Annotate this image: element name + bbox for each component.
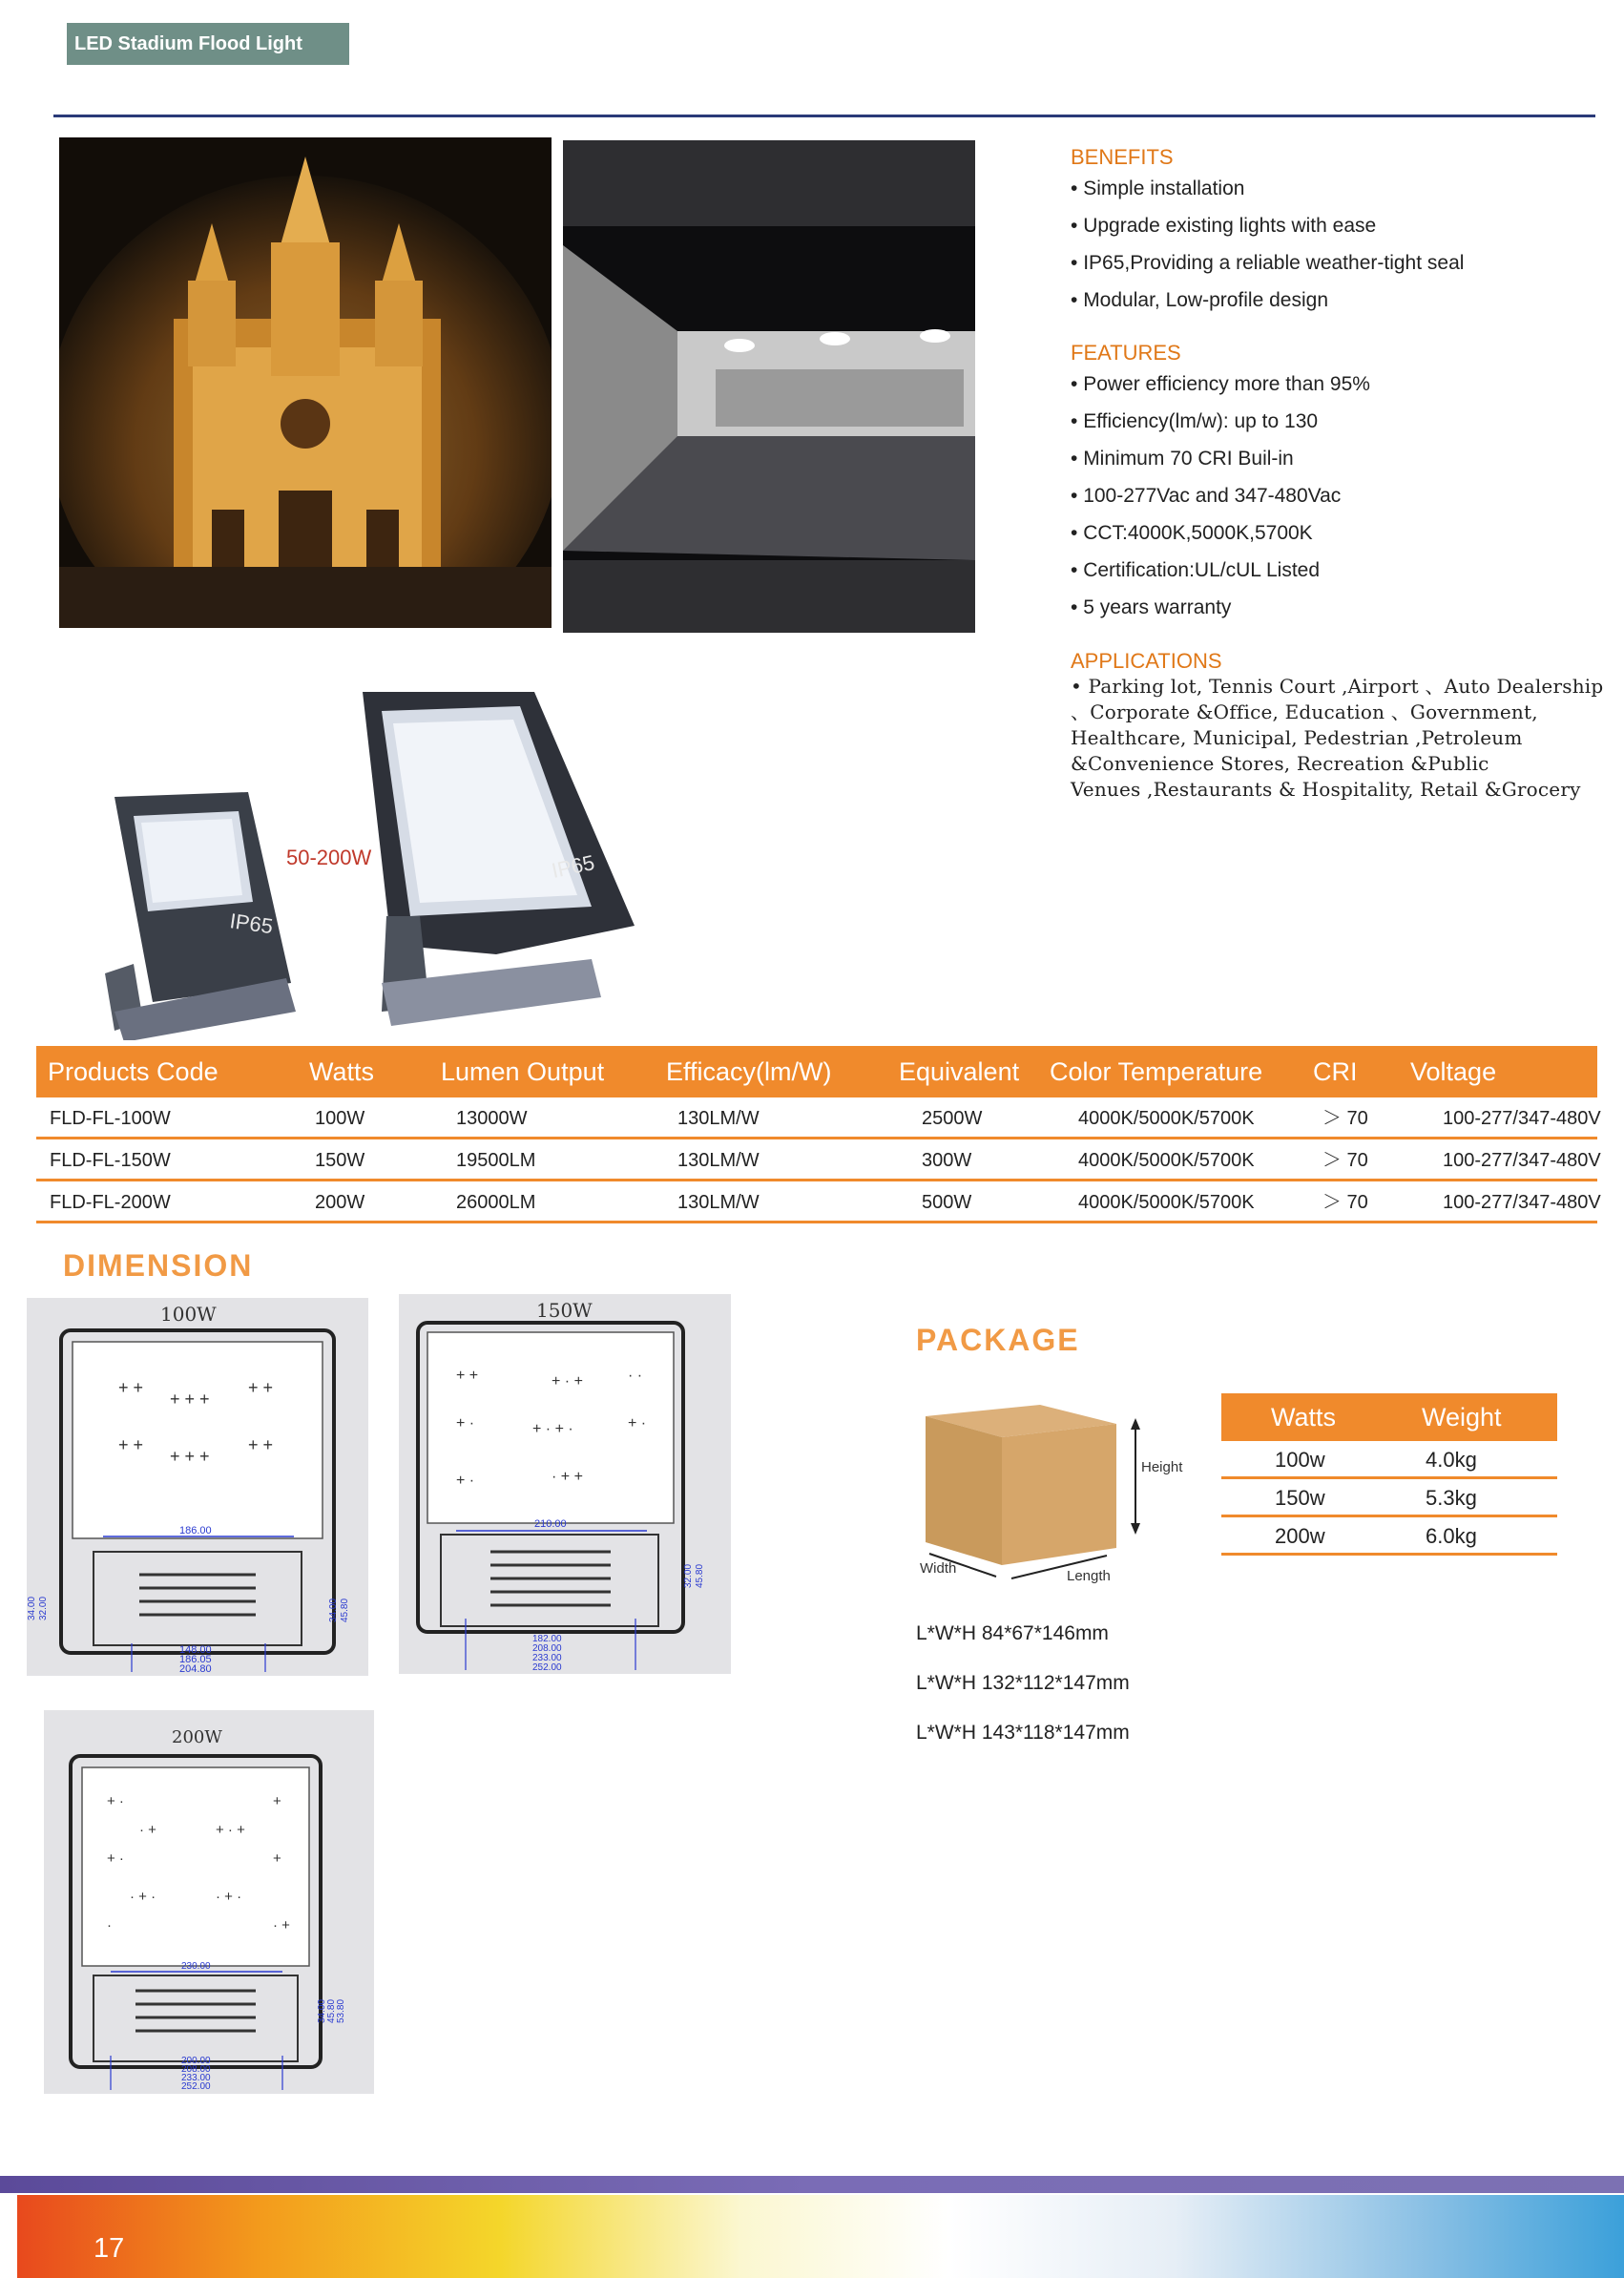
benefits-list	[1071, 170, 1464, 319]
dimension-value: 233.00	[181, 2073, 211, 2083]
cell-equivalent: 500W	[922, 1192, 972, 1213]
header-watts: Watts	[309, 1057, 375, 1086]
box-length-label: Length	[1067, 1568, 1111, 1584]
feature-item: • 100-277Vac and 347-480Vac	[1071, 477, 1370, 514]
applications-line: &Convenience Stores, Recreation &Public	[1071, 752, 1489, 775]
table-row	[1221, 1517, 1557, 1556]
cell-color-temperature: 4000K/5000K/5700K	[1078, 1192, 1255, 1213]
package-dimension-line: L*W*H 132*112*147mm	[916, 1672, 1130, 1694]
features-section	[1071, 341, 1370, 626]
cell-lumen-output: 19500LM	[456, 1150, 536, 1171]
dimension-value: 45.80	[326, 1998, 337, 2023]
table-row	[1221, 1441, 1557, 1479]
applications-line: Venues ,Restaurants & Hospitality, Retail &Grocery	[1071, 778, 1581, 801]
feature-item: • Efficiency(lm/w): up to 130	[1071, 403, 1370, 440]
header-efficacy: Efficacy(lm/W)	[666, 1057, 832, 1086]
cell-watts: 200w	[1275, 1524, 1325, 1548]
drawing-label: 100W	[160, 1303, 217, 1326]
cell-lumen-output: 13000W	[456, 1108, 528, 1129]
dimension-value: 34.00	[328, 1598, 339, 1622]
dimension-value: 233.00	[532, 1653, 562, 1663]
package-weight-table	[1221, 1393, 1557, 1556]
svg-text:+ ·: + ·	[107, 1850, 124, 1867]
cell-weight: 4.0kg	[1426, 1448, 1477, 1472]
cell-products-code: FLD-FL-200W	[50, 1192, 171, 1213]
dimension-value: 45.80	[695, 1563, 705, 1588]
header-voltage: Voltage	[1410, 1057, 1497, 1086]
cell-efficacy: 130LM/W	[677, 1192, 760, 1213]
warehouse-floodlight-photo	[563, 140, 975, 633]
small-fixture-ip-label: IP65	[228, 909, 275, 939]
cell-weight: 6.0kg	[1426, 1524, 1477, 1548]
features-list	[1071, 366, 1370, 626]
dimension-value: 208.00	[181, 2064, 211, 2075]
box-height-label: Height	[1141, 1459, 1183, 1475]
svg-text:+ + +: + + +	[170, 1390, 210, 1409]
svg-text:+ ·: + ·	[456, 1415, 475, 1432]
dimension-title: DIMENSION	[63, 1248, 254, 1283]
dimension-value: 252.00	[181, 2081, 211, 2092]
package-title: PACKAGE	[916, 1323, 1080, 1357]
header-watts: Watts	[1271, 1403, 1337, 1432]
box-width-label: Width	[920, 1560, 957, 1577]
cell-cri: ＞ 70	[1322, 1150, 1368, 1171]
cell-products-code: FLD-FL-100W	[50, 1108, 171, 1129]
package-dimensions-list	[916, 1619, 1130, 1767]
applications-line: Healthcare, Municipal, Pedestrian ,Petroleum	[1071, 726, 1523, 749]
svg-text:+ ·: + ·	[628, 1415, 647, 1432]
features-title: FEATURES	[1071, 341, 1181, 365]
svg-text:· +: · +	[139, 1822, 156, 1838]
svg-text:+: +	[273, 1850, 281, 1867]
applications-text	[1071, 674, 1605, 803]
dimension-value: 186.05	[179, 1654, 212, 1665]
benefit-item: • Upgrade existing lights with ease	[1071, 207, 1464, 244]
footer-gradient-band	[17, 2195, 1624, 2278]
feature-item: • CCT:4000K,5000K,5700K	[1071, 514, 1370, 552]
dimension-value: 34.00	[317, 1998, 327, 2023]
applications-line: • Parking lot, Tennis Court ,Airport 、Auto Dealership	[1071, 675, 1604, 698]
header-cri: CRI	[1313, 1057, 1358, 1086]
benefit-item: • IP65,Providing a reliable weather-tight seal	[1071, 244, 1464, 282]
page-number: 17	[94, 2233, 125, 2264]
header-products-code: Products Code	[48, 1057, 219, 1086]
benefits-title: BENEFITS	[1071, 145, 1174, 169]
feature-item: • Certification:UL/cUL Listed	[1071, 552, 1370, 589]
svg-text:+ ·: + ·	[107, 1793, 124, 1809]
header-weight: Weight	[1422, 1403, 1502, 1432]
cell-cri: ＞ 70	[1322, 1108, 1368, 1129]
dimension-value: 200.00	[181, 2056, 211, 2066]
dimension-drawing-200w	[44, 1710, 374, 2094]
cell-voltage: 100-277/347-480V	[1443, 1108, 1601, 1129]
dimension-value: 208.00	[532, 1643, 562, 1654]
applications-line: 、Corporate &Office, Education 、Government,	[1071, 700, 1538, 723]
svg-text:+ · +: + · +	[216, 1822, 245, 1838]
svg-text:· + +: · + +	[552, 1469, 583, 1485]
weight-table-header	[1221, 1393, 1557, 1441]
power-range-label: 50-200W	[286, 846, 372, 869]
svg-text:+ +: + +	[248, 1378, 274, 1397]
svg-text:+ +: + +	[118, 1435, 144, 1454]
feature-item: • 5 years warranty	[1071, 589, 1370, 626]
header-divider	[53, 115, 1595, 117]
svg-text:+ +: + +	[248, 1435, 274, 1454]
cell-watts: 150W	[315, 1150, 365, 1171]
cell-color-temperature: 4000K/5000K/5700K	[1078, 1150, 1255, 1171]
cell-watts: 100W	[315, 1108, 365, 1129]
dimension-value: 252.00	[532, 1662, 562, 1673]
applications-title: APPLICATIONS	[1071, 649, 1222, 673]
package-box-illustration	[916, 1395, 1202, 1586]
cell-efficacy: 130LM/W	[677, 1108, 760, 1129]
cell-cri: ＞ 70	[1322, 1192, 1368, 1213]
header-lumen-output: Lumen Output	[441, 1057, 605, 1086]
flood-light-product-image	[95, 678, 649, 1040]
svg-text:+: +	[273, 1793, 281, 1809]
svg-text:· ·: · ·	[628, 1368, 643, 1384]
dimension-value: 32.00	[38, 1596, 49, 1620]
cell-equivalent: 2500W	[922, 1108, 983, 1129]
cell-voltage: 100-277/347-480V	[1443, 1192, 1601, 1213]
table-row	[36, 1139, 1601, 1181]
dimension-value: 182.00	[532, 1634, 562, 1644]
dimension-value: 32.00	[683, 1563, 694, 1588]
feature-item: • Minimum 70 CRI Buil-in	[1071, 440, 1370, 477]
svg-text:+ +: + +	[456, 1368, 479, 1384]
large-fixture-ip-label: IP65	[549, 850, 597, 883]
svg-text:· +: · +	[273, 1917, 290, 1933]
header-equivalent: Equivalent	[899, 1057, 1020, 1086]
dimension-value: 34.00	[27, 1596, 37, 1620]
dimension-value: 45.80	[340, 1598, 350, 1622]
product-spec-table	[36, 1046, 1601, 1223]
small-fixture-illustration	[105, 792, 296, 1040]
spec-table-header	[36, 1046, 1597, 1097]
benefits-section	[1071, 145, 1464, 319]
feature-item: • Power efficiency more than 95%	[1071, 366, 1370, 403]
cell-watts: 150w	[1275, 1486, 1325, 1510]
applications-section	[1071, 649, 1605, 803]
svg-text:·: ·	[107, 1917, 112, 1933]
table-row	[1221, 1479, 1557, 1517]
cell-voltage: 100-277/347-480V	[1443, 1150, 1601, 1171]
cell-color-temperature: 4000K/5000K/5700K	[1078, 1108, 1255, 1129]
large-fixture-illustration	[363, 692, 635, 1026]
dimension-value: 148.00	[179, 1644, 212, 1656]
cell-products-code: FLD-FL-150W	[50, 1150, 171, 1171]
cell-equivalent: 300W	[922, 1150, 972, 1171]
dimension-value: 186.00	[179, 1525, 212, 1536]
dimension-value: 230.00	[181, 1961, 211, 1972]
cell-lumen-output: 26000LM	[456, 1192, 536, 1213]
table-row	[36, 1181, 1601, 1223]
package-dimension-line: L*W*H 143*118*147mm	[916, 1722, 1130, 1744]
drawing-label: 150W	[536, 1299, 593, 1322]
document-header-tag: LED Stadium Flood Light	[67, 23, 349, 65]
package-dimension-line: L*W*H 84*67*146mm	[916, 1622, 1109, 1644]
cell-watts: 200W	[315, 1192, 365, 1213]
dimension-drawing-150w	[399, 1294, 731, 1674]
svg-text:+ +: + +	[118, 1378, 144, 1397]
dimension-value: 53.80	[336, 1998, 346, 2023]
benefit-item: • Modular, Low-profile design	[1071, 282, 1464, 319]
table-row	[36, 1097, 1601, 1139]
svg-text:+ · + ·: + · + ·	[532, 1421, 573, 1437]
drawing-label: 200W	[172, 1727, 222, 1747]
svg-text:+ ·: + ·	[456, 1473, 475, 1489]
cell-efficacy: 130LM/W	[677, 1150, 760, 1171]
svg-text:· + ·: · + ·	[216, 1889, 242, 1905]
svg-text:+ · +: + · +	[552, 1373, 583, 1390]
cell-watts: 100w	[1275, 1448, 1325, 1472]
benefit-item: • Simple installation	[1071, 170, 1464, 207]
svg-text:· + ·: · + ·	[130, 1889, 156, 1905]
church-floodlight-photo	[59, 137, 552, 628]
dimension-drawing-100w	[27, 1298, 368, 1676]
svg-text:+ + +: + + +	[170, 1447, 210, 1466]
dimension-value: 204.80	[179, 1663, 212, 1675]
header-color-temperature: Color Temperature	[1050, 1057, 1263, 1086]
dimension-value: 210.00	[534, 1518, 567, 1530]
footer-purple-bar	[0, 2176, 1624, 2193]
cell-weight: 5.3kg	[1426, 1486, 1477, 1510]
